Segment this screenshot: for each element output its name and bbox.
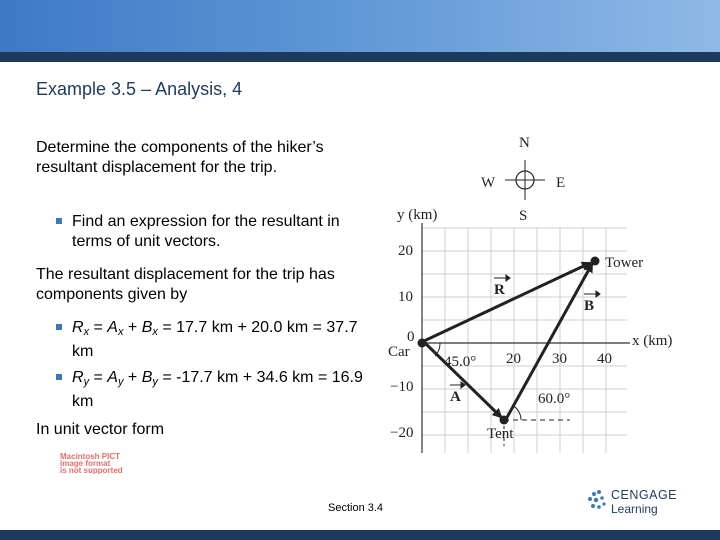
car-point [418,339,427,348]
svg-text:Macintosh PICT: Macintosh PICT [60,452,121,461]
tower-point [591,257,600,266]
unit-vector-form-text: In unit vector form [36,421,165,438]
y-tick: 10 [398,289,413,305]
tent-label: Tent [487,426,514,442]
y-tick: 20 [398,243,413,259]
missing-picture-placeholder [58,452,256,474]
displacement-diagram [380,128,690,458]
compass-north: N [519,135,530,151]
y-tick: −20 [390,425,414,441]
bullet-rx: $R_x = A_x + B_x = 17.7$ km + 20.0 km = 37.7 km [56,318,372,362]
section-footer: Section 3.4 [328,502,384,514]
svg-text:CENGAGE: CENGAGE [611,488,678,502]
vector-r-label: R [494,282,505,298]
compass-east: E [556,175,566,191]
svg-text:Learning: Learning [611,502,658,516]
intro-text: Determine the components of the hiker’s resultant displacement for the trip. [36,139,324,176]
header-rule [0,52,720,62]
vector-a-label: A [450,389,461,405]
car-label: Car [388,344,410,360]
x-axis-label: x (km) [632,333,673,349]
header-band [0,0,720,52]
components-intro: The resultant displacement for the trip has components given by [36,266,335,303]
compass-south: S [519,208,528,224]
x-tick: 40 [597,351,612,367]
bullet-ry: $R_y = A_y + B_y = -17.7$ km + 34.6 km = 16.9 km [56,368,372,412]
y-tick: −10 [390,379,414,395]
footer-band [0,530,720,540]
x-tick: 20 [506,351,521,367]
cengage-logo [586,486,696,516]
svg-text:image format: image format [60,459,111,468]
bullet-text: Find an expression for the resultant in terms of unit vectors. [72,213,340,250]
vector-r [424,263,590,341]
svg-text:is not supported: is not supported [60,466,123,474]
tower-label: Tower [605,255,644,271]
bullet-square-icon [56,374,62,380]
bullet-square-icon [56,324,62,330]
compass-west: W [481,175,496,191]
angle-45-label: 45.0° [444,354,477,370]
y-tick: 0 [407,329,415,345]
slide-title: Example 3.5 – Analysis, 4 [36,79,243,99]
compass-icon [505,160,545,200]
angle-60-label: 60.0° [538,391,571,407]
vector-b-label: B [584,298,595,314]
y-axis-label: y (km) [397,207,438,223]
x-tick: 30 [552,351,567,367]
bullet-unit-vectors [56,212,372,252]
bullet-square-icon [56,218,62,224]
cengage-dots-icon [588,490,606,509]
